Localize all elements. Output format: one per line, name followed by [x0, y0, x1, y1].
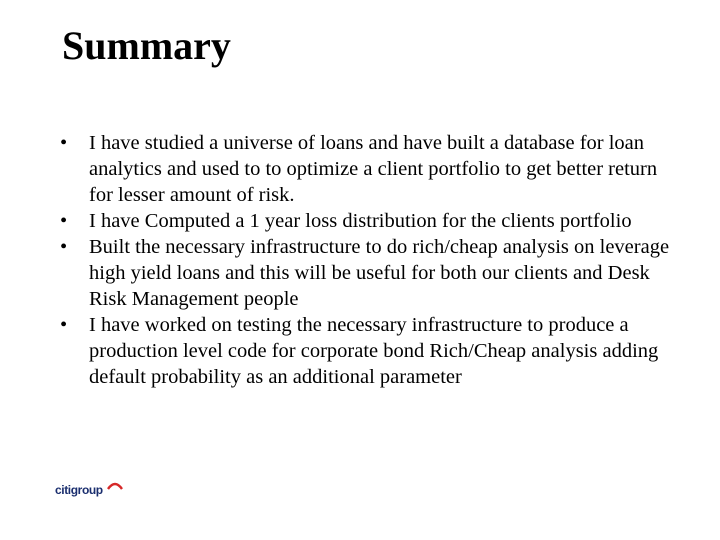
logo-text: citigroup: [55, 483, 103, 497]
slide-title: Summary: [62, 23, 231, 68]
bullet-text: I have worked on testing the necessary infrastructure to produce a production level code for corporate bond Rich/Cheap analysis adding default probability as an additional parameter: [89, 314, 659, 388]
bullet-item: [60, 234, 680, 312]
citigroup-arc-logo-icon: [107, 480, 123, 494]
bullet-item: [60, 312, 680, 390]
bullet-text: Built the necessary infrastructure to do rich/cheap analysis on leverage high yield loans and this will be useful for both our clients and Desk Risk Management people: [89, 236, 670, 310]
bullet-text: I have Computed a 1 year loss distribution for the clients portfolio: [89, 210, 632, 232]
bullet-item: [60, 208, 680, 234]
citigroup-logo: [55, 480, 125, 500]
bullet-dot: •: [60, 132, 68, 154]
bullet-dot: •: [60, 236, 68, 258]
bullet-dot: •: [60, 314, 68, 336]
bullet-dot: •: [60, 210, 68, 232]
bullet-item: [60, 130, 680, 208]
bullet-text: I have studied a universe of loans and have built a database for loan analytics and used to to optimize a client portfolio to get better return for lesser amount of risk.: [89, 132, 658, 206]
bullet-list: [60, 130, 680, 390]
